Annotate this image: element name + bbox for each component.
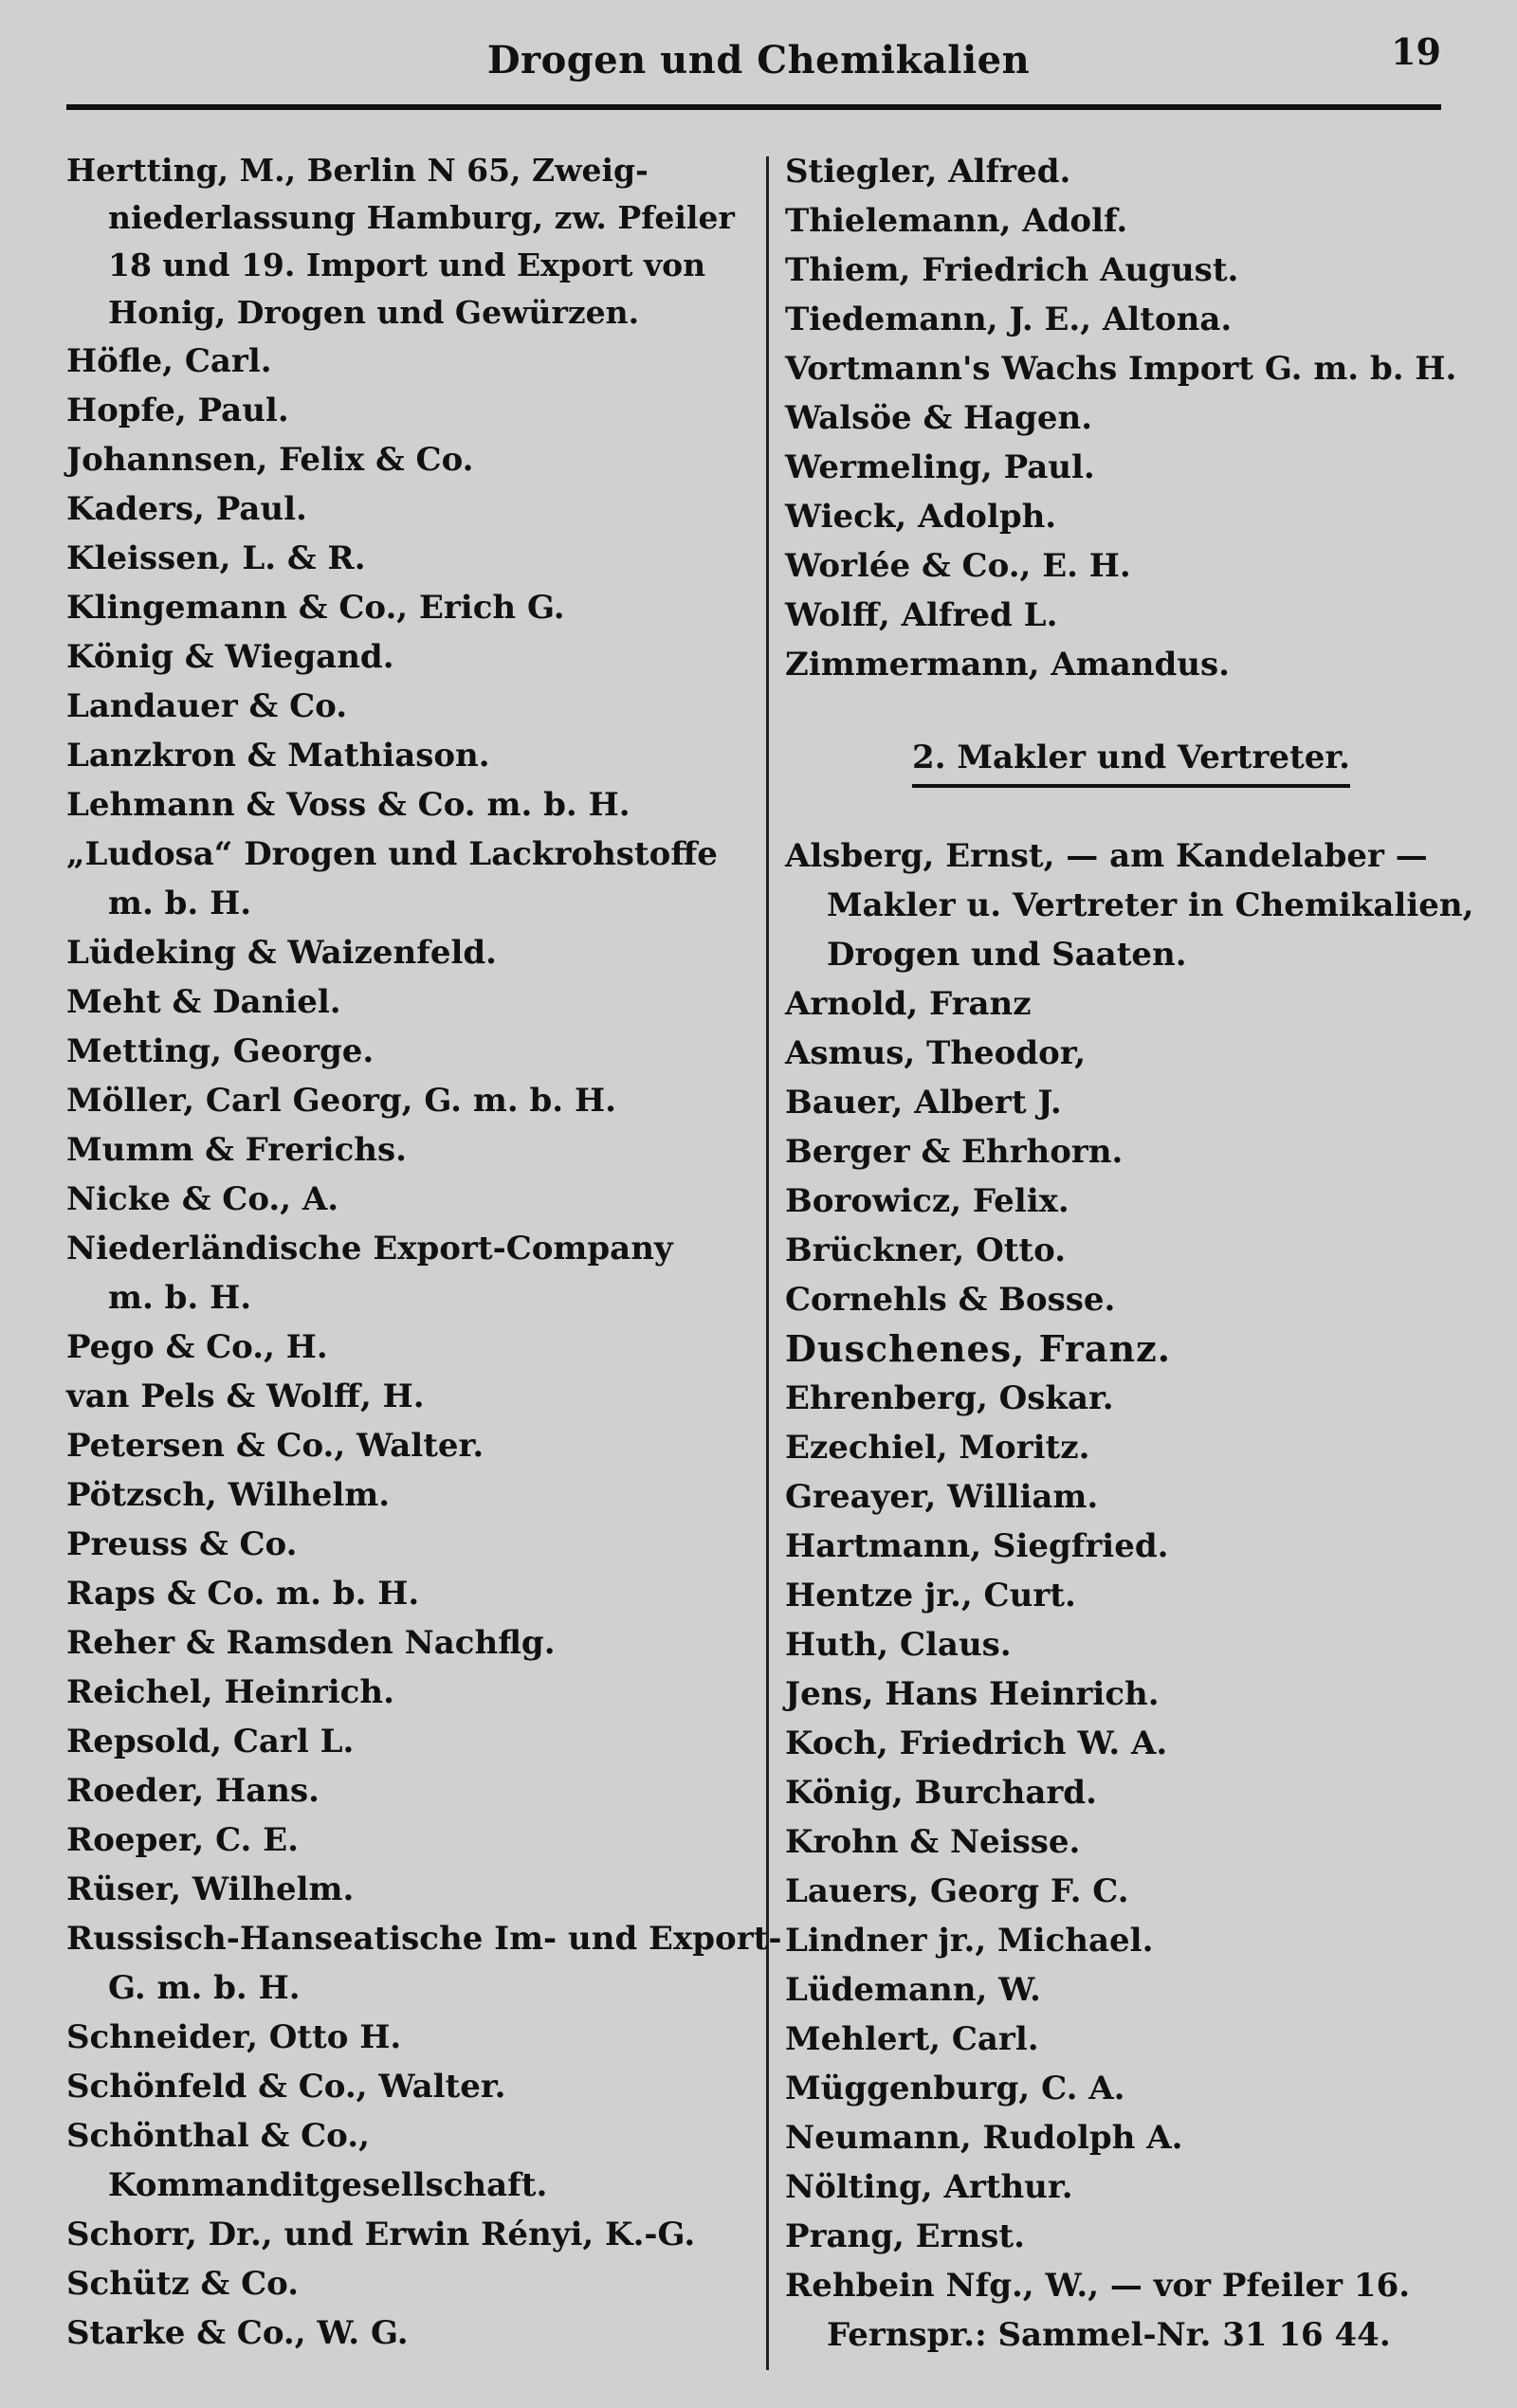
entry-line: Worlée & Co., E. H. bbox=[785, 547, 1131, 585]
page-number: 19 bbox=[1391, 30, 1441, 73]
entry-line: Ehrenberg, Oskar. bbox=[785, 1379, 1114, 1417]
list-item bbox=[66, 583, 749, 632]
list-item bbox=[785, 1817, 1477, 1867]
entry-line: Lüdemann, W. bbox=[785, 1971, 1041, 2009]
list-item bbox=[785, 591, 1477, 640]
entry-line: Jens, Hans Heinrich. bbox=[785, 1675, 1160, 1713]
entry-line: Schneider, Otto H. bbox=[66, 2018, 402, 2056]
entry-line: Vortmann's Wachs Import G. m. b. H. bbox=[785, 350, 1457, 388]
entry-continuation-line: niederlassung Hamburg, zw. Pfeiler bbox=[108, 199, 735, 236]
list-item bbox=[785, 1719, 1477, 1768]
list-item bbox=[66, 484, 749, 534]
entry-line: Niederländische Export-Company bbox=[66, 1230, 673, 1268]
list-item bbox=[785, 979, 1477, 1029]
entry-line: Möller, Carl Georg, G. m. b. H. bbox=[66, 1082, 616, 1120]
list-item bbox=[785, 1029, 1477, 1078]
list-item bbox=[785, 1867, 1477, 1916]
list-item bbox=[785, 2015, 1477, 2064]
list-item bbox=[66, 1569, 749, 1618]
list-item bbox=[66, 2013, 749, 2062]
list-item bbox=[66, 731, 749, 780]
entry-line: Tiedemann, J. E., Altona. bbox=[785, 301, 1233, 338]
list-item bbox=[785, 1275, 1477, 1324]
entry-line: Rüser, Wilhelm. bbox=[66, 1870, 355, 1908]
entry-line: Stiegler, Alfred. bbox=[785, 153, 1071, 191]
list-item bbox=[66, 1076, 749, 1125]
entry-line: Lauers, Georg F. C. bbox=[785, 1872, 1129, 1910]
entry-line: Metting, George. bbox=[66, 1032, 375, 1070]
entry-line: Starke & Co., W. G. bbox=[66, 2314, 409, 2352]
right-column bbox=[785, 147, 1477, 2360]
entry-line: Nicke & Co., A. bbox=[66, 1180, 339, 1218]
list-item bbox=[66, 1175, 749, 1224]
entry-line: Prang, Ernst. bbox=[785, 2217, 1025, 2255]
entry-line: Lindner jr., Michael. bbox=[785, 1922, 1154, 1960]
entry-line: Ezechiel, Moritz. bbox=[785, 1429, 1090, 1467]
list-item bbox=[785, 1669, 1477, 1719]
entry-line: Kaders, Paul. bbox=[66, 490, 307, 528]
list-item bbox=[785, 1374, 1477, 1423]
list-item bbox=[785, 1965, 1477, 2015]
entry-line: Alsberg, Ernst, — am Kandelaber — bbox=[785, 837, 1428, 875]
entry-line: Pötzsch, Wilhelm. bbox=[66, 1476, 391, 1514]
list-item bbox=[785, 1472, 1477, 1522]
entry-line: Arnold, Franz bbox=[785, 985, 1032, 1023]
entry-line: Thielemann, Adolf. bbox=[785, 202, 1128, 240]
entry-line: Kleissen, L. & R. bbox=[66, 539, 366, 577]
list-item bbox=[66, 1027, 749, 1076]
list-item bbox=[66, 1421, 749, 1470]
list-item bbox=[66, 977, 749, 1027]
list-item bbox=[785, 492, 1477, 541]
list-item bbox=[785, 1768, 1477, 1817]
entry-line: Schütz & Co. bbox=[66, 2265, 300, 2303]
entry-line: Huth, Claus. bbox=[785, 1626, 1012, 1664]
entry-line: Berger & Ehrhorn. bbox=[785, 1133, 1124, 1171]
list-item bbox=[66, 1717, 749, 1766]
list-item bbox=[785, 831, 1477, 979]
list-item bbox=[785, 1571, 1477, 1620]
list-item bbox=[66, 147, 749, 337]
list-item bbox=[66, 2062, 749, 2111]
list-item bbox=[66, 435, 749, 484]
entry-line: Lehmann & Voss & Co. m. b. H. bbox=[66, 786, 631, 824]
entry-line: Roeder, Hans. bbox=[66, 1772, 320, 1810]
list-item bbox=[785, 1226, 1477, 1275]
list-item bbox=[785, 541, 1477, 591]
list-item bbox=[785, 1177, 1477, 1226]
list-item bbox=[66, 830, 749, 928]
entry-line: Pego & Co., H. bbox=[66, 1328, 328, 1366]
list-item bbox=[66, 2210, 749, 2259]
right-column-bottom-list bbox=[785, 831, 1477, 2360]
entry-continuation-line: Kommanditgesellschaft. bbox=[108, 2166, 548, 2204]
list-item bbox=[785, 640, 1477, 689]
entry-line: „Ludosa“ Drogen und Lackrohstoffe bbox=[66, 835, 718, 873]
entry-line: Schönthal & Co., bbox=[66, 2117, 370, 2155]
page-title: Drogen und Chemikalien bbox=[486, 38, 1031, 82]
list-item bbox=[785, 295, 1477, 344]
list-item bbox=[66, 386, 749, 435]
list-item bbox=[66, 1865, 749, 1914]
entry-line: Walsöe & Hagen. bbox=[785, 399, 1093, 437]
entry-continuation-line: m. b. H. bbox=[108, 885, 252, 922]
entry-line: Thiem, Friedrich August. bbox=[785, 251, 1239, 289]
entry-line: Hartmann, Siegfried. bbox=[785, 1527, 1169, 1565]
entry-line: Krohn & Neisse. bbox=[785, 1823, 1081, 1861]
entry-line: Schorr, Dr., und Erwin Rényi, K.-G. bbox=[66, 2216, 696, 2253]
entry-line: Hentze jr., Curt. bbox=[785, 1577, 1076, 1614]
entry-line: Mehlert, Carl. bbox=[785, 2020, 1039, 2058]
entry-line: Reichel, Heinrich. bbox=[66, 1673, 394, 1711]
entry-line: Meht & Daniel. bbox=[66, 983, 341, 1021]
list-item bbox=[785, 344, 1477, 393]
list-item bbox=[66, 780, 749, 830]
entry-line: Wermeling, Paul. bbox=[785, 448, 1095, 486]
entry-line: Nölting, Arthur. bbox=[785, 2168, 1073, 2206]
entry-continuation-line: Makler u. Vertreter in Chemikalien, bbox=[827, 886, 1474, 924]
entry-continuation-line: 18 und 19. Import und Export von bbox=[108, 246, 706, 283]
list-item bbox=[785, 2113, 1477, 2162]
list-item bbox=[66, 1618, 749, 1668]
list-item bbox=[785, 196, 1477, 246]
list-item bbox=[785, 2162, 1477, 2212]
list-item bbox=[785, 1620, 1477, 1669]
entry-line: König & Wiegand. bbox=[66, 638, 394, 676]
entry-line: Lüdeking & Waizenfeld. bbox=[66, 934, 497, 972]
entry-line: Koch, Friedrich W. A. bbox=[785, 1724, 1168, 1762]
list-item bbox=[66, 1668, 749, 1717]
list-item bbox=[785, 147, 1477, 196]
entry-line: Höfle, Carl. bbox=[66, 342, 272, 380]
entry-line: Bauer, Albert J. bbox=[785, 1084, 1062, 1122]
entry-line: Russisch-Hanseatische Im- und Export- bbox=[66, 1920, 782, 1958]
entry-line: Roeper, C. E. bbox=[66, 1821, 299, 1859]
entry-line: Wieck, Adolph. bbox=[785, 498, 1057, 536]
list-item bbox=[785, 2261, 1477, 2360]
list-item bbox=[785, 1423, 1477, 1472]
entry-line: Brückner, Otto. bbox=[785, 1231, 1067, 1269]
list-item bbox=[785, 246, 1477, 295]
list-item bbox=[66, 2111, 749, 2210]
left-column bbox=[66, 147, 782, 2358]
list-item bbox=[66, 1224, 749, 1323]
list-item bbox=[785, 2064, 1477, 2113]
entry-continuation-line: Fernspr.: Sammel-Nr. 31 16 44. bbox=[827, 2316, 1391, 2354]
list-item bbox=[66, 337, 749, 386]
entry-continuation-line: G. m. b. H. bbox=[108, 1969, 301, 2007]
list-item bbox=[66, 1323, 749, 1372]
list-item bbox=[66, 2308, 749, 2358]
entry-line: Petersen & Co., Walter. bbox=[66, 1427, 484, 1465]
section-heading bbox=[785, 739, 1477, 788]
list-item bbox=[66, 1766, 749, 1815]
entry-line: Raps & Co. m. b. H. bbox=[66, 1575, 420, 1613]
entry-line: Landauer & Co. bbox=[66, 687, 348, 725]
entry-line: Wolff, Alfred L. bbox=[785, 596, 1058, 634]
section-heading-text: 2. Makler und Vertreter. bbox=[912, 739, 1350, 788]
list-item bbox=[66, 632, 749, 682]
entry-line: Schönfeld & Co., Walter. bbox=[66, 2068, 506, 2106]
entry-continuation-line: Drogen und Saaten. bbox=[827, 936, 1187, 974]
entry-line: König, Burchard. bbox=[785, 1774, 1097, 1812]
entry-line: Reher & Ramsden Nachflg. bbox=[66, 1624, 556, 1662]
entry-line: van Pels & Wolff, H. bbox=[66, 1377, 425, 1415]
list-item bbox=[785, 1324, 1477, 1374]
list-item bbox=[66, 1520, 749, 1569]
header-rule bbox=[66, 104, 1441, 110]
entry-line: Lanzkron & Mathiason. bbox=[66, 737, 490, 775]
entry-line: Duschenes, Franz. bbox=[785, 1327, 1171, 1370]
entry-line: Neumann, Rudolph A. bbox=[785, 2119, 1183, 2157]
list-item bbox=[785, 443, 1477, 492]
entry-line: Johannsen, Felix & Co. bbox=[66, 441, 474, 479]
column-divider bbox=[766, 156, 769, 2370]
list-item bbox=[66, 2259, 749, 2308]
entry-line: Mumm & Frerichs. bbox=[66, 1131, 407, 1169]
list-item bbox=[785, 1078, 1477, 1127]
entry-line: Asmus, Theodor, bbox=[785, 1034, 1087, 1072]
entry-line: Greayer, William. bbox=[785, 1478, 1099, 1516]
entry-line: Klingemann & Co., Erich G. bbox=[66, 589, 565, 627]
list-item bbox=[66, 1470, 749, 1520]
list-item bbox=[785, 393, 1477, 443]
list-item bbox=[66, 1125, 749, 1175]
list-item bbox=[785, 1127, 1477, 1177]
entry-line: Müggenburg, C. A. bbox=[785, 2070, 1125, 2107]
right-column-top-list bbox=[785, 147, 1477, 689]
list-item bbox=[66, 534, 749, 583]
entry-continuation-line: m. b. H. bbox=[108, 1279, 252, 1317]
entry-line: Cornehls & Bosse. bbox=[785, 1281, 1116, 1319]
list-item bbox=[66, 682, 749, 731]
list-item bbox=[66, 1372, 749, 1421]
list-item bbox=[66, 928, 749, 977]
list-item bbox=[66, 1914, 782, 2013]
entry-line: Repsold, Carl L. bbox=[66, 1723, 355, 1760]
entry-line: Hopfe, Paul. bbox=[66, 392, 289, 429]
list-item bbox=[785, 2212, 1477, 2261]
entry-line: Borowicz, Felix. bbox=[785, 1182, 1069, 1220]
entry-line: Rehbein Nfg., W., — vor Pfeiler 16. bbox=[785, 2267, 1411, 2305]
list-item bbox=[66, 1815, 749, 1865]
entry-line: Zimmermann, Amandus. bbox=[785, 646, 1230, 684]
list-item bbox=[785, 1522, 1477, 1571]
entry-line: Hertting, M., Berlin N 65, Zweig- bbox=[66, 152, 649, 189]
entry-line: Preuss & Co. bbox=[66, 1525, 298, 1563]
entry-continuation-line: Honig, Drogen und Gewürzen. bbox=[108, 294, 640, 331]
list-item bbox=[785, 1916, 1477, 1965]
